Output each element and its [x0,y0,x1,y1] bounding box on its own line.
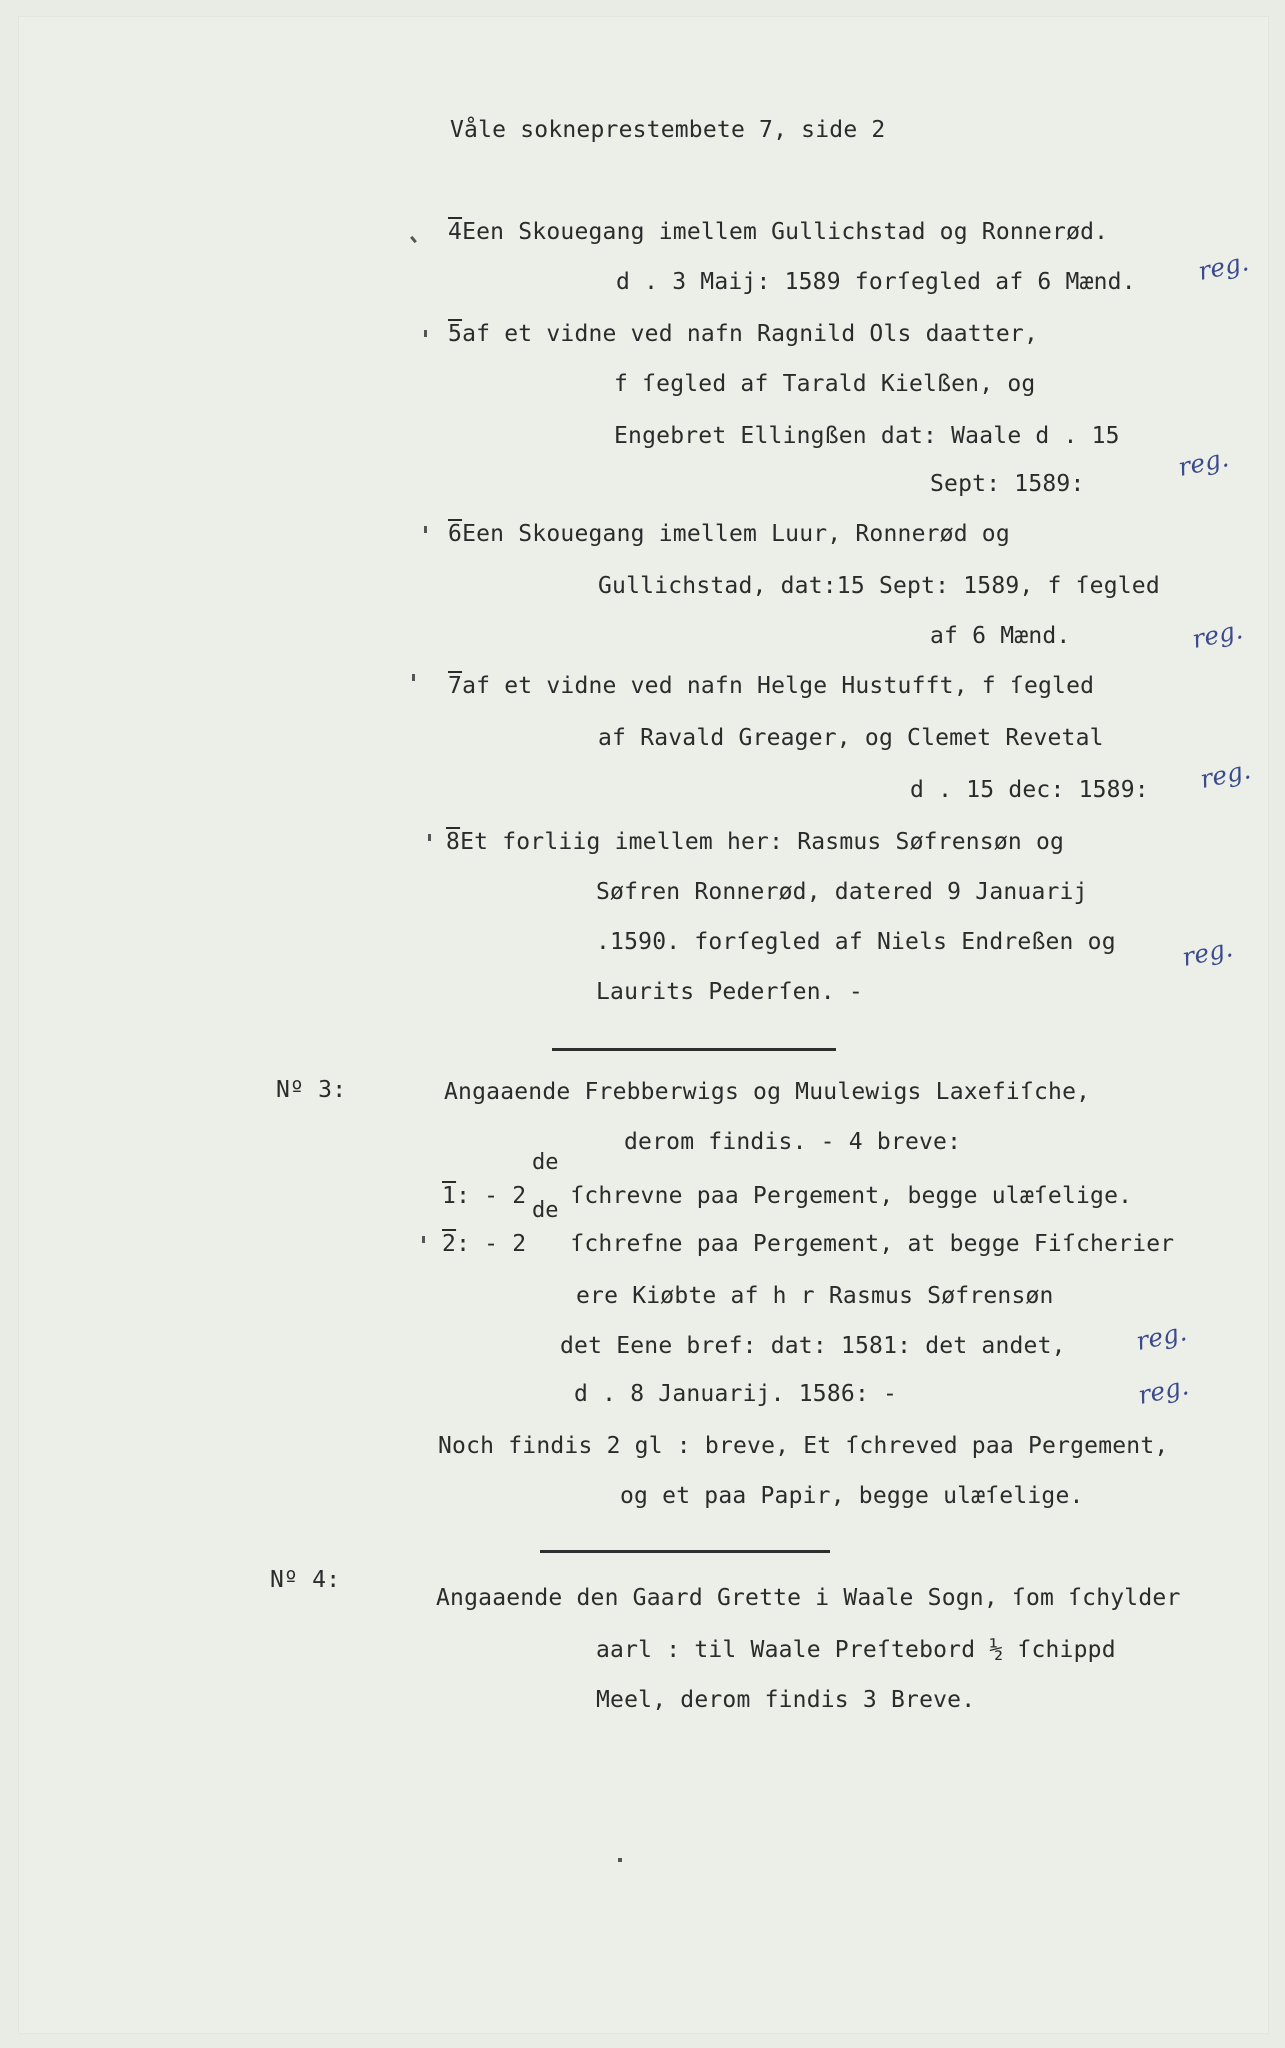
entry-6-line-2: Gullichstad, dat:15 Sept: 1589, f ſegled [598,573,1160,599]
margin-mark [412,674,415,681]
margin-mark [422,1236,425,1243]
section-no4-label: Nº 4: [270,1567,341,1593]
entry-6-line-3: af 6 Mænd. [930,623,1071,649]
margin-mark [428,834,431,841]
entry-number: 5 [448,321,463,347]
item-text: ſchrefne paa Pergement, at begge Fiſcherier [570,1231,1175,1257]
entry-8-line-2: Søfren Ronnerød, datered 9 Januarij [596,879,1088,905]
entry-7-line-3: d . 15 dec: 1589: [910,777,1149,803]
no3-item-2 [442,1230,1174,1258]
margin-mark [424,526,427,533]
margin-mark [424,330,427,337]
entry-4-line-2: d . 3 Maij: 1589 forſegled af 6 Mænd. [616,269,1136,295]
item-text: ſchrevne paa Pergement, begge ulæſelige. [570,1183,1133,1209]
entry-7-line-2: af Ravald Greager, og Clemet Revetal [598,725,1104,751]
margin-mark [618,1858,622,1862]
item-number: 1 [442,1183,457,1209]
entry-8-line-3: .1590. forſegled af Niels Endreßen og [596,929,1116,955]
no3-cont-2: det Eene bref: dat: 1581: det andet, [560,1333,1066,1359]
document-page [18,16,1269,2034]
entry-text: Een Skouegang imellem Luur, Ronnerød og [462,521,1010,547]
no3-line-1: Angaaende Frebberwigs og Muulewigs Laxefiſche, [444,1079,1091,1105]
no3-cont-3: d . 8 Januarij. 1586: - [574,1381,898,1407]
entry-number: 4 [448,219,463,245]
no4-line-3: Meel, derom findis 3 Breve. [596,1687,976,1713]
entry-5-line-1 [448,320,1038,348]
page-header: Våle sokneprestembete 7, side 2 [450,117,886,143]
reg-mark: reg. [1195,247,1252,286]
item-number: 2 [442,1231,457,1257]
no3-noch-2: og et paa Papir, begge ulæſelige. [620,1483,1084,1509]
entry-7-line-1 [448,672,1094,700]
entry-5-line-2: f ſegled af Tarald Kielßen, og [614,371,1036,397]
entry-number: 8 [446,829,461,855]
entry-5-line-3: Engebret Ellingßen dat: Waale d . 15 [614,423,1120,449]
reg-mark: reg. [1197,755,1254,794]
entry-text: Et forliig imellem her: Rasmus Søfrensøn og [460,829,1065,855]
reg-mark: reg. [1179,933,1236,972]
reg-mark: reg. [1175,443,1232,482]
item-prefix: : - 2 [456,1231,527,1257]
entry-6-line-1 [448,520,1010,548]
superscript: de [532,1198,559,1223]
no3-noch-1: Noch findis 2 gl : breve, Et ſchreved paa Pergement, [438,1433,1169,1459]
superscript: de [532,1150,559,1175]
no3-line-2: derom findis. - 4 breve: [624,1129,962,1155]
entry-number: 6 [448,521,463,547]
section-divider [540,1550,830,1553]
reg-mark: reg. [1133,1317,1190,1356]
reg-mark: reg. [1135,1371,1192,1410]
item-prefix: : - 2 [456,1183,527,1209]
entry-text: Een Skouegang imellem Gullichstad og Ronnerød. [462,219,1109,245]
entry-text: af et vidne ved nafn Helge Hustufft, f ſegled [462,673,1095,699]
section-no3-label: Nº 3: [276,1077,347,1103]
entry-4-line-1 [448,218,1108,246]
entry-8-line-1 [446,828,1064,856]
entry-text: af et vidne ved nafn Ragnild Ols daatter, [462,321,1038,347]
reg-mark: reg. [1189,615,1246,654]
no3-cont-1: ere Kiøbte af h r Rasmus Søfrensøn [576,1283,1054,1309]
entry-5-line-4: Sept: 1589: [930,471,1085,497]
no4-line-1: Angaaende den Gaard Grette i Waale Sogn, ſom ſchylder [436,1585,1181,1611]
no4-line-2: aarl : til Waale Preſtebord ½ ſchippd [596,1637,1116,1663]
section-divider [552,1048,836,1051]
entry-number: 7 [448,673,463,699]
entry-8-line-4: Laurits Pederſen. - [596,979,863,1005]
